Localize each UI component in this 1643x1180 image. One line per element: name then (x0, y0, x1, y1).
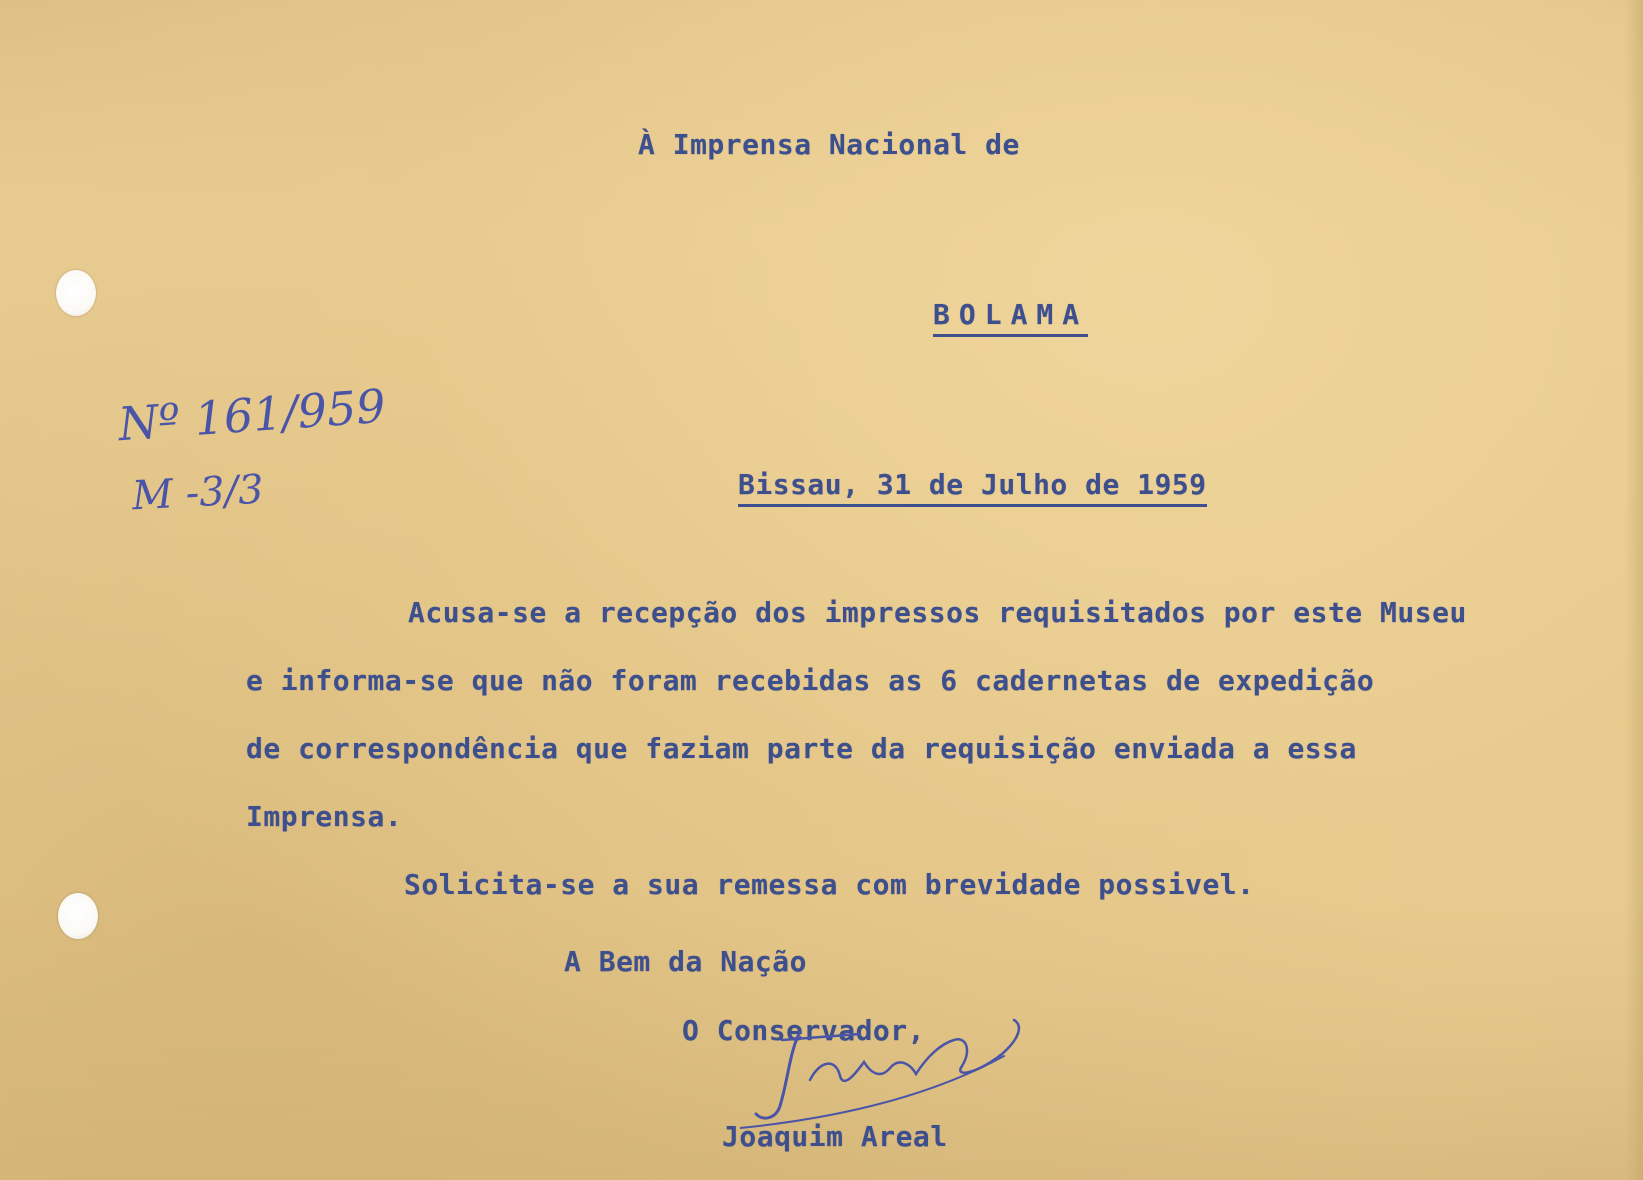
addressee-line: À Imprensa Nacional de (638, 128, 1020, 161)
file-code: M -3/3 (130, 466, 265, 520)
addressee-city: BOLAMA (933, 298, 1088, 337)
body-line-2: e informa-se que não foram recebidas as 6 cadernetas de expedição (246, 664, 1375, 697)
body-line-4: Imprensa. (246, 800, 403, 833)
body-line-1: Acusa-se a recepção dos impressos requisitados por este Museu (408, 596, 1467, 629)
signer-title: O Conservador, (682, 1014, 926, 1047)
closing-line: A Bem da Nação (564, 945, 808, 978)
signer-name: Joaquim Areal (722, 1120, 948, 1153)
reference-number: Nº 161/959 (116, 378, 388, 452)
punch-hole-bottom (58, 893, 98, 939)
body-line-3: de correspondência que faziam parte da requisição enviada a essa (246, 732, 1357, 765)
paper-edge-shadow (1625, 0, 1643, 1180)
request-line: Solicita-se a sua remessa com brevidade possivel. (404, 868, 1255, 901)
punch-hole-top (56, 270, 96, 316)
date-line: Bissau, 31 de Julho de 1959 (738, 468, 1207, 507)
